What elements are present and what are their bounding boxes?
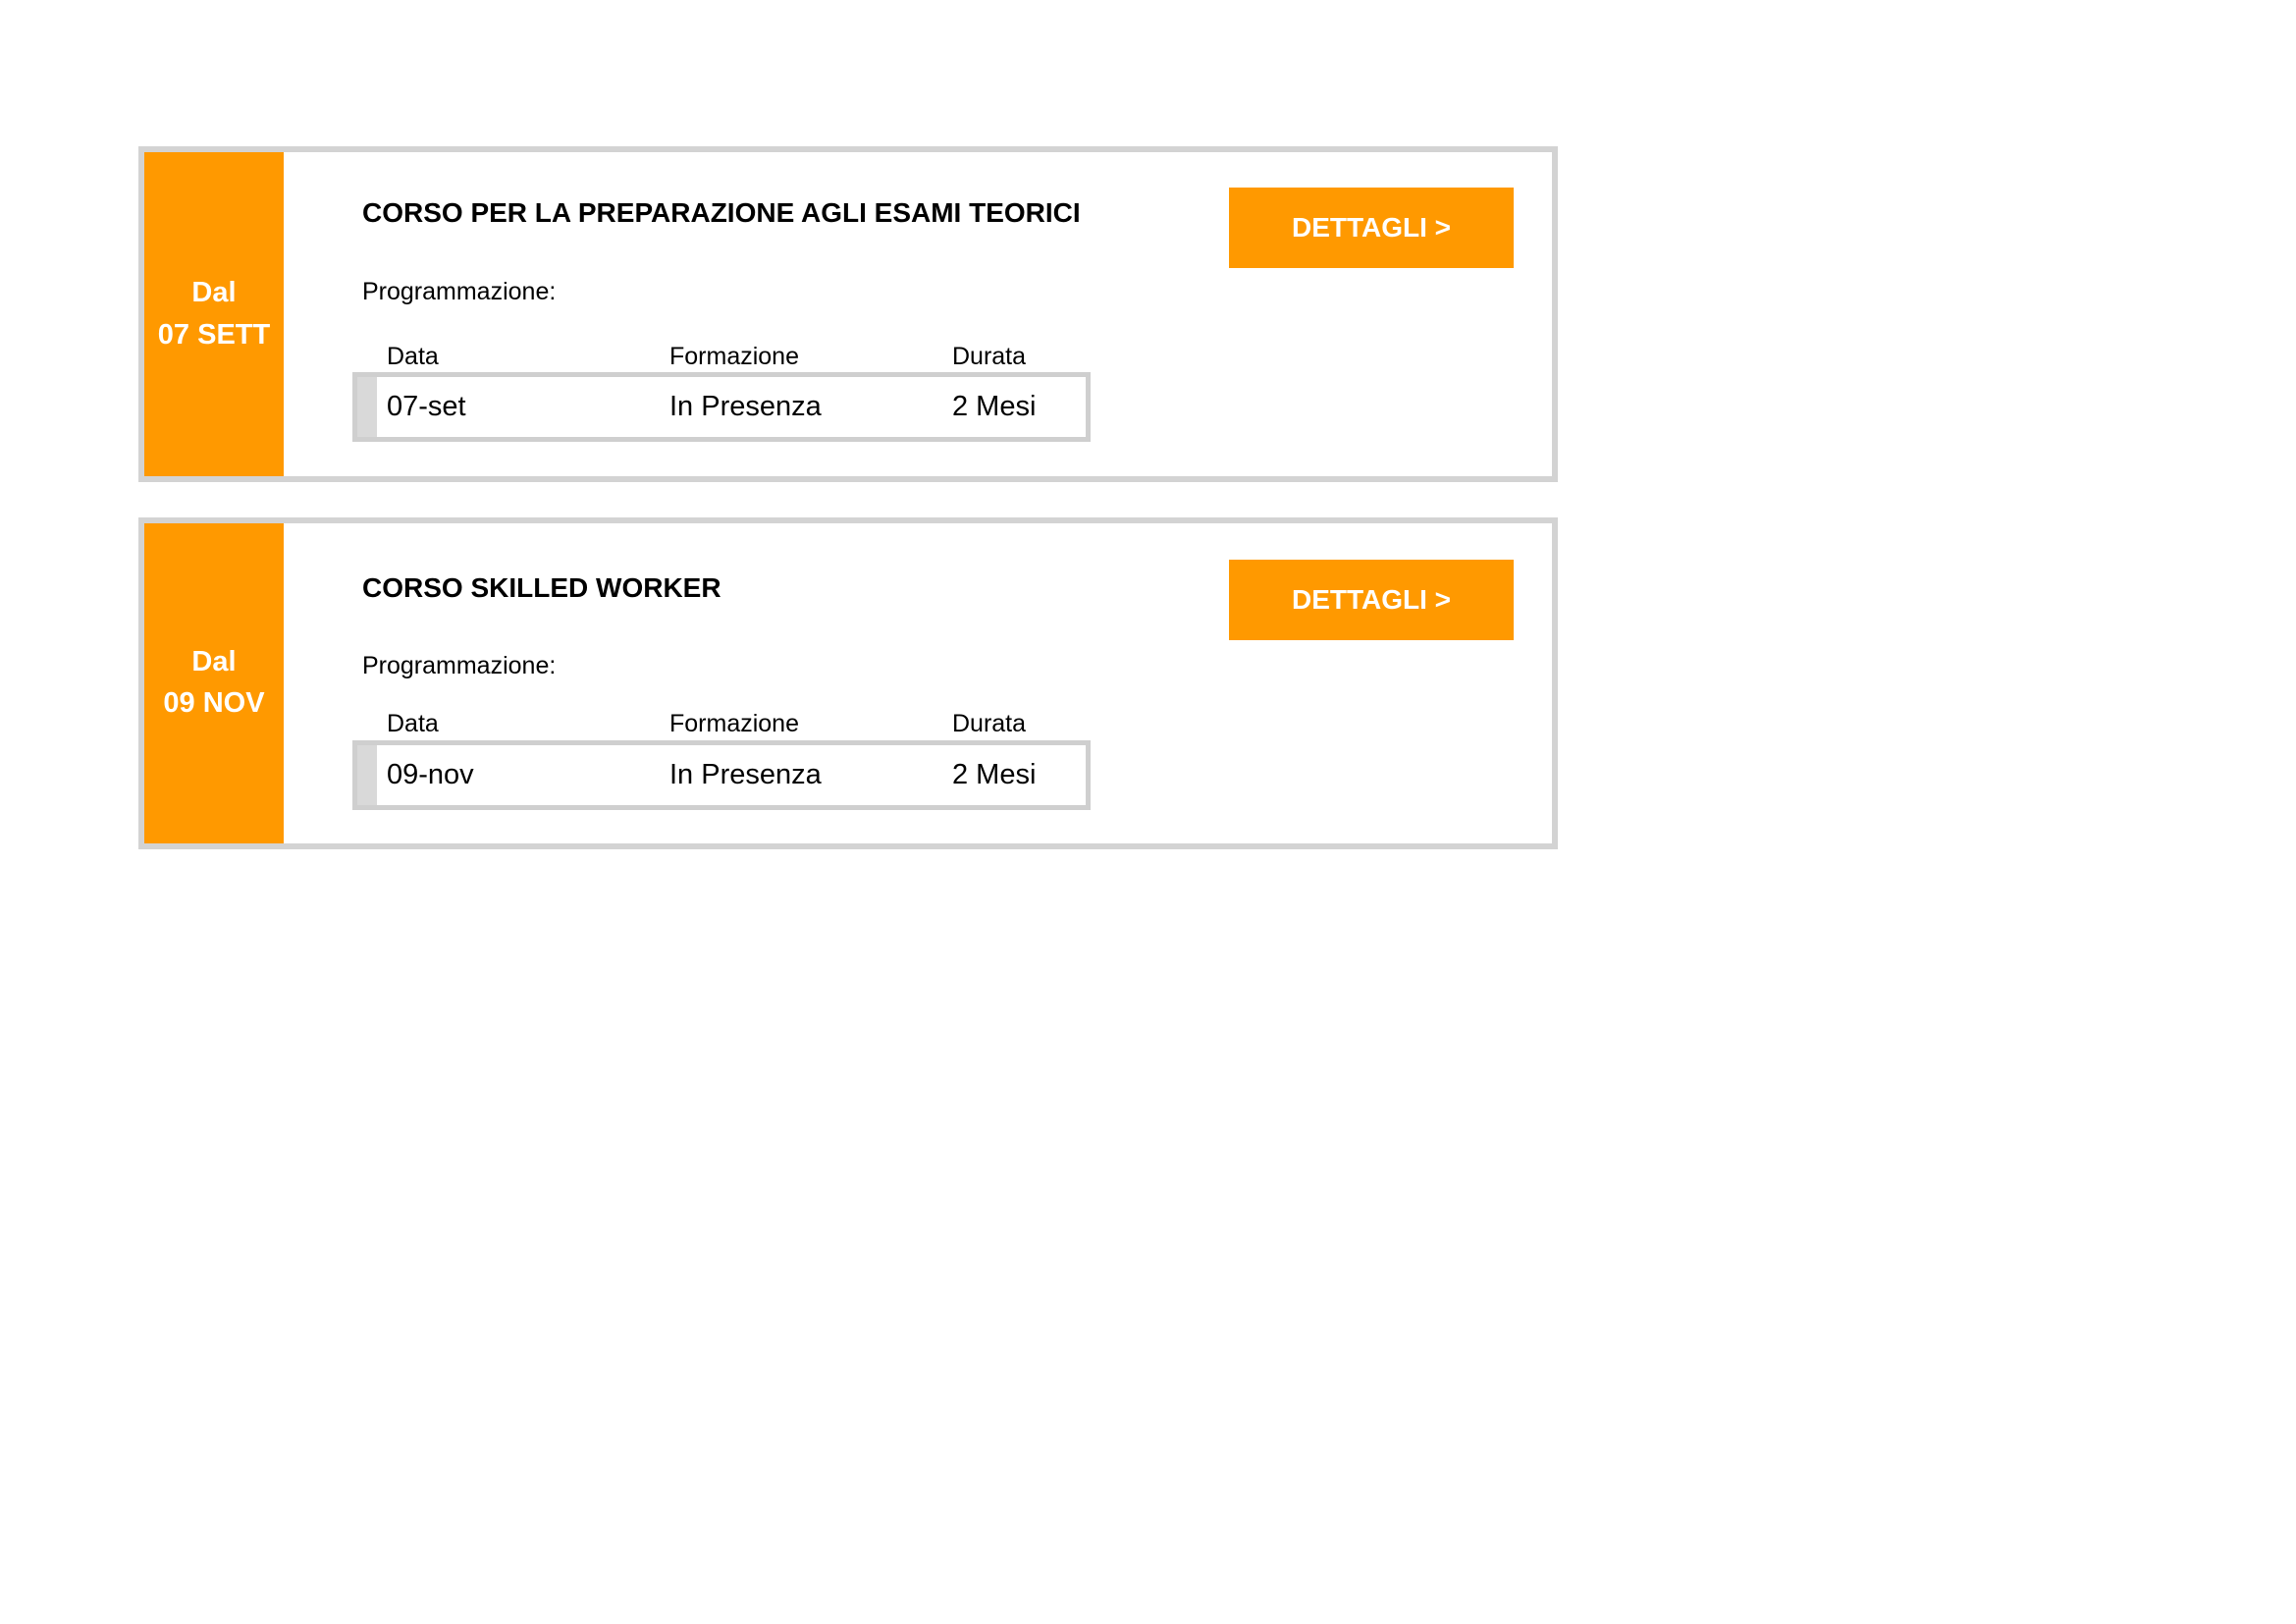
start-date: 07 SETT (157, 319, 271, 351)
schedule-row (352, 740, 1091, 810)
start-date-block (144, 152, 284, 476)
column-header-data: Data (387, 710, 439, 737)
schedule-row (352, 372, 1091, 442)
column-header-data: Data (387, 343, 439, 370)
details-button[interactable]: DETTAGLI > (1229, 188, 1514, 268)
course-card (138, 146, 1558, 482)
start-date: 09 NOV (163, 687, 265, 719)
column-header-formazione: Formazione (669, 343, 799, 370)
schedule-format: In Presenza (669, 759, 822, 790)
column-header-durata: Durata (952, 710, 1027, 737)
schedule-date: 09-nov (387, 759, 474, 790)
schedule-duration: 2 Mesi (952, 759, 1037, 790)
row-marker (357, 745, 377, 805)
column-header-formazione: Formazione (669, 710, 799, 737)
programming-label: Programmazione: (362, 652, 557, 679)
schedule-format: In Presenza (669, 391, 822, 422)
date-prefix: Dal (191, 646, 237, 677)
course-title: CORSO PER LA PREPARAZIONE AGLI ESAMI TEORICI (362, 197, 1081, 228)
date-prefix: Dal (191, 277, 237, 308)
start-date-block (144, 523, 284, 843)
row-marker (357, 377, 377, 437)
course-title: CORSO SKILLED WORKER (362, 572, 721, 603)
course-card (138, 517, 1558, 849)
column-header-durata: Durata (952, 343, 1027, 370)
programming-label: Programmazione: (362, 278, 557, 305)
schedule-date: 07-set (387, 391, 466, 422)
details-button[interactable]: DETTAGLI > (1229, 560, 1514, 640)
schedule-duration: 2 Mesi (952, 391, 1037, 422)
